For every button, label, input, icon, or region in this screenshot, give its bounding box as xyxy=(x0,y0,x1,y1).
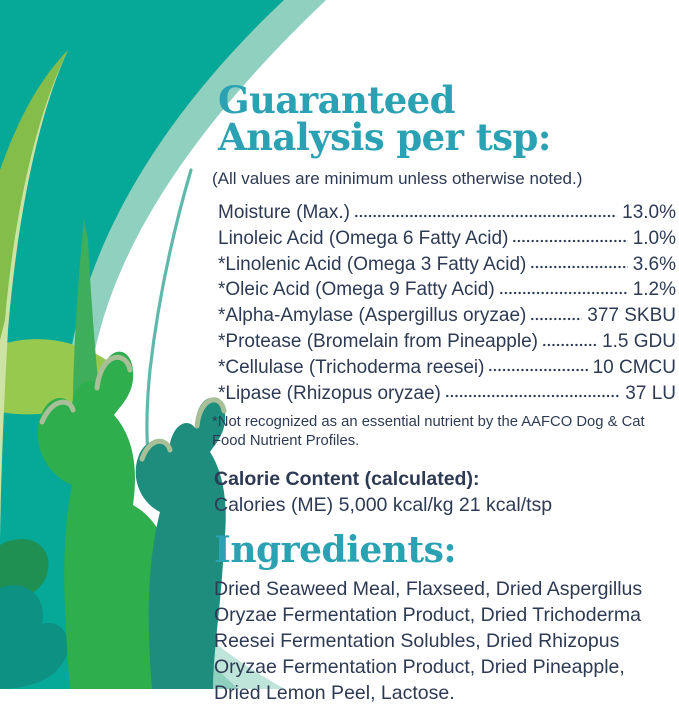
analysis-label: *Alpha-Amylase (Aspergillus oryzae) xyxy=(218,305,527,327)
title-line-1: Guaranteed xyxy=(218,78,455,122)
analysis-row xyxy=(212,329,676,355)
dotted-leader xyxy=(530,303,582,329)
analysis-row xyxy=(212,226,676,252)
calorie-content-heading: Calorie Content (calculated): xyxy=(214,468,480,491)
page-title xyxy=(212,78,676,159)
analysis-value: 377 SKBU xyxy=(587,305,676,327)
analysis-label: *Lipase (Rhizopus oryzae) xyxy=(218,382,441,404)
dotted-leader xyxy=(354,200,617,226)
analysis-value: 1.5 GDU xyxy=(602,330,676,352)
analysis-row xyxy=(212,355,676,381)
analysis-subtitle: (All values are minimum unless otherwise noted.) xyxy=(212,169,583,188)
dotted-leader xyxy=(499,277,628,303)
dotted-leader xyxy=(530,252,627,278)
ingredients-heading: Ingredients: xyxy=(214,529,457,572)
calorie-content-value: Calories (ME) 5,000 kcal/kg 21 kcal/tsp xyxy=(214,494,553,517)
analysis-row xyxy=(212,303,676,329)
dotted-leader xyxy=(542,329,597,355)
analysis-value: 3.6% xyxy=(632,253,676,275)
analysis-label: *Cellulase (Trichoderma reesei) xyxy=(218,356,485,378)
dotted-leader xyxy=(445,381,620,407)
ingredients-list: Dried Seaweed Meal, Flaxseed, Dried Aspergillus Oryzae Fermentation Product, Dried Trichoderma Reesei Fermentation Solubles, Dried Rhizopus Oryzae Fermentation Product, Dried Pineapple, Dried Lemon Peel, Lactose. xyxy=(214,578,643,705)
title-line-2: Analysis per tsp: xyxy=(218,115,551,159)
analysis-label: *Oleic Acid (Omega 9 Fatty Acid) xyxy=(218,279,495,301)
analysis-row xyxy=(212,381,676,407)
analysis-value: 1.0% xyxy=(632,227,676,249)
analysis-value: 1.2% xyxy=(632,279,676,301)
analysis-label: Linoleic Acid (Omega 6 Fatty Acid) xyxy=(218,227,509,249)
guaranteed-analysis-table xyxy=(212,200,676,406)
analysis-label: Moisture (Max.) xyxy=(218,202,350,223)
analysis-value: 10 CMCU xyxy=(592,356,676,378)
analysis-row xyxy=(212,252,676,278)
analysis-value: 13.0% xyxy=(622,202,676,223)
label-content xyxy=(212,78,676,706)
analysis-label: *Protease (Bromelain from Pineapple) xyxy=(218,330,538,352)
analysis-row xyxy=(212,200,676,226)
analysis-label: *Linolenic Acid (Omega 3 Fatty Acid) xyxy=(218,253,527,275)
dotted-leader xyxy=(488,355,587,381)
dotted-leader xyxy=(512,226,627,252)
aafco-footnote: *Not recognized as an essential nutrient by the AAFCO Dog & Cat Food Nutrient Profiles. xyxy=(212,414,645,450)
analysis-value: 37 LU xyxy=(625,382,676,404)
analysis-row xyxy=(212,277,676,303)
